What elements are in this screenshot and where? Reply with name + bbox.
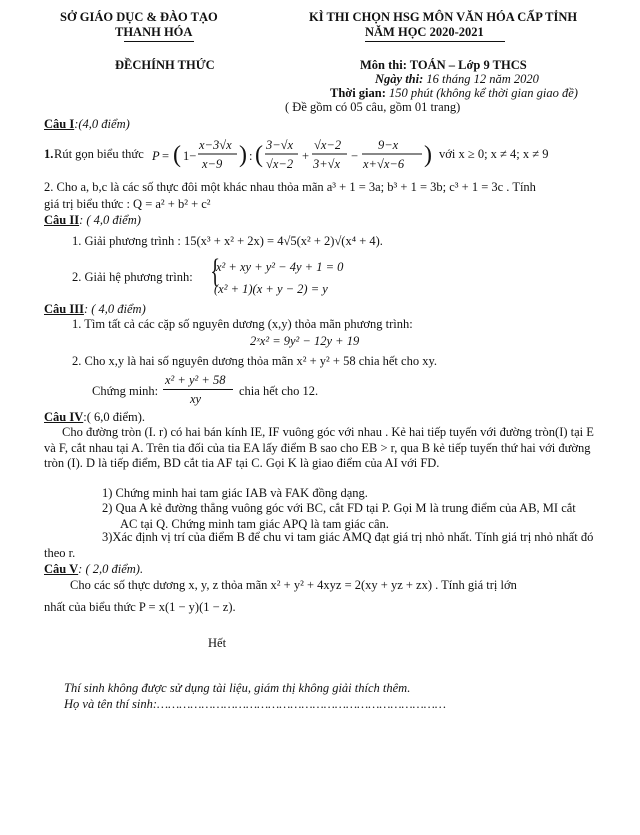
page-note: ( Đề gồm có 05 câu, gồm 01 trang)	[285, 100, 461, 114]
q2-system-brace: {	[210, 253, 221, 290]
q1-part2-line1: 2. Cho a, b,c là các số thực đôi một khác nhau thỏa mãn a³ + 1 = 3a; b³ + 1 = 3b; c³ + 1 = 3c . Tính	[44, 180, 536, 194]
official-label: ĐỀCHÍNH THỨC	[115, 58, 215, 72]
q2-system-eq2: (x² + 1)(x + y − 2) = y	[214, 282, 328, 296]
end-mark: Hết	[208, 636, 227, 650]
svg-text:(: (	[173, 142, 181, 168]
footer-note: Thí sinh không được sử dụng tài liệu, giám thị không giải thích thêm.	[64, 681, 411, 695]
svg-text:P: P	[152, 149, 160, 163]
school-dept: SỞ GIÁO DỤC & ĐÀO TẠO	[60, 10, 218, 24]
q2-system-eq1: x² + xy + y² − 4y + 1 = 0	[216, 260, 344, 274]
q4-intro: Cho đường tròn (I. r) có hai bán kính IE, IF vuông góc với nhau . Kẻ hai tiếp tuyến với đường tròn(I) tại E và F, cắt nhau tại A. Trên tia đối của tia EA lấy điểm B sao cho EB > r, qua B kẻ tiếp tuyến thứ hai với đường tròn (I). D là tiếp điểm, BD cắt tia AF tại C. Gọi K là giao điểm của AI với FD.	[44, 425, 594, 470]
school-year: NĂM HỌC 2020-2021	[365, 25, 484, 39]
svg-text:x−9: x−9	[202, 157, 223, 171]
q1-part1: 1. Rút gọn biểu thức P = ( 1− x−3√x x−9 ) : ( 3−√x √x−2 + √x−2 3+√x − 9−x x+√x−6 ) với x ≥ 0; x ≠ 4; x ≠ 9	[44, 135, 604, 175]
q3-part1-equation: 2ˣx² = 9y² − 12y + 19	[250, 334, 360, 348]
q2-part2-label: 2. Giải hệ phương trình:	[72, 270, 193, 284]
svg-text:(: (	[255, 142, 263, 168]
svg-text:): )	[239, 142, 247, 168]
svg-text:√x−2: √x−2	[314, 138, 342, 152]
exam-time: Thời gian: 150 phút (không kể thời gian giao đề)	[330, 86, 578, 100]
svg-text:+: +	[302, 149, 310, 163]
school-province: THANH HÓA	[115, 25, 193, 39]
svg-text:√x−2: √x−2	[266, 157, 294, 171]
q3-heading: Câu III: ( 4,0 điểm)	[44, 302, 146, 316]
q1-part2-line2: giá trị biểu thức : Q = a² + b² + c²	[44, 197, 211, 211]
q2-part1: 1. Giải phương trình : 15(x³ + x² + 2x) = 4√5(x² + 2)√(x⁴ + 4).	[72, 234, 383, 248]
svg-text:): )	[424, 142, 432, 168]
q4-heading: Câu IV:( 6,0 điểm).	[44, 410, 146, 424]
q5-line2: nhất của biểu thức P = x(1 − y)(1 − z).	[44, 600, 236, 614]
q1-heading: Câu I:(4,0 điểm)	[44, 117, 130, 131]
q3-part1: 1. Tìm tất cả các cặp số nguyên dương (x,y) thỏa mãn phương trình:	[72, 317, 413, 331]
svg-text:−: −	[351, 149, 359, 163]
exam-title: KÌ THI CHỌN HSG MÔN VĂN HÓA CẤP TỈNH	[309, 10, 578, 24]
q5-line1: Cho các số thực dương x, y, z thỏa mãn x² + y² + 4xyz = 2(xy + yz + zx) . Tính giá trị lớn	[70, 578, 517, 592]
q3-part2: 2. Cho x,y là hai số nguyên dương thỏa mãn x² + y² + 58 chia hết cho xy.	[72, 354, 438, 368]
svg-text:x+√x−6: x+√x−6	[363, 157, 405, 171]
svg-text:9−x: 9−x	[378, 138, 399, 152]
q2-heading: Câu II: ( 4,0 điểm)	[44, 213, 141, 227]
svg-text:1−: 1−	[183, 149, 197, 163]
subject-label: Môn thi: TOÁN – Lớp 9 THCS	[360, 58, 527, 72]
year-underline	[365, 41, 505, 42]
header-underline	[124, 41, 194, 42]
q4-item1: 1) Chứng minh hai tam giác IAB và FAK đồng dạng.	[102, 486, 368, 500]
candidate-name-line: Họ và tên thí sinh:……………………………………………………………………	[64, 697, 447, 711]
svg-text:3−√x: 3−√x	[266, 138, 294, 152]
q4-item3: 3)Xác định vị trí của điểm B để chu vi tam giác AMQ đạt giá trị nhỏ nhất. Tính giá trị nhỏ nhất đó theo r.	[44, 530, 594, 560]
svg-text:x−3√x: x−3√x	[199, 138, 232, 152]
svg-text:=: =	[162, 149, 170, 163]
q3-prove: Chứng minh: x² + y² + 58 xy chia hết cho 12.	[92, 373, 319, 406]
svg-text:3+√x: 3+√x	[313, 157, 341, 171]
svg-text::: :	[249, 149, 253, 163]
q4-item2: 2) Qua A kẻ đường thẳng vuông góc với BC, cắt FD tại P. Gọi M là trung điểm của AB, MI cắt AC tại Q. Chứng minh tam giác APQ là tam giác cân.	[102, 501, 576, 531]
exam-date: Ngày thi: 16 tháng 12 năm 2020	[375, 72, 539, 86]
q5-heading: Câu V: ( 2,0 điểm).	[44, 562, 144, 576]
